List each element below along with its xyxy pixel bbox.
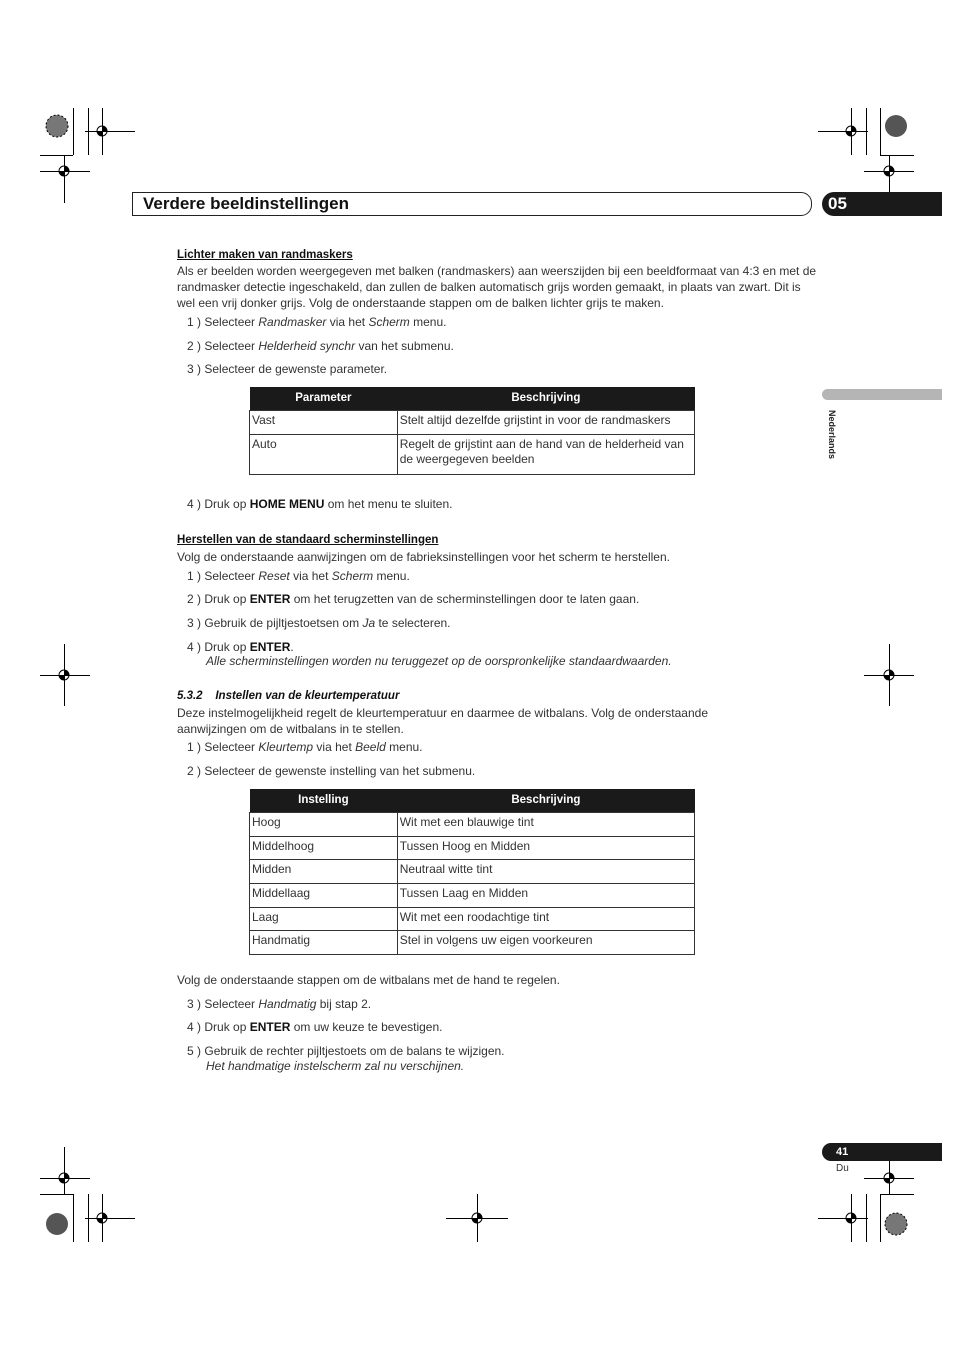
page-number-badge [822,1143,942,1161]
step-item: 3 ) Selecteer Handmatig bij stap 2. [187,997,372,1011]
crosshair-icon [469,1210,485,1226]
table-header-row [250,387,695,410]
table-cell: Tussen Hoog en Midden [397,836,694,859]
language-label: Nederlands [827,410,837,460]
table-cell: Wit met een roodachtige tint [397,907,694,930]
step-item: 4 ) Druk op ENTER. [187,640,294,654]
chapter-number: 05 [828,194,847,213]
table-cell: Auto [250,434,398,474]
table-cell: Hoog [250,812,398,836]
table-cell: Regelt de grijstint aan de hand van de helderheid van de weergegeven beelden [397,434,694,474]
table-cell: Vast [250,410,398,434]
section-header [132,192,812,216]
step-item: 1 ) Selecteer Kleurtemp via het Beeld menu. [187,740,423,754]
section-heading: Herstellen van de standaard scherminstellingen [177,534,439,546]
step-item: 4 ) Druk op ENTER om uw keuze te bevestigen. [187,1020,443,1034]
crosshair-icon [843,1210,859,1226]
crosshair-icon [56,1170,72,1186]
section-paragraph: Volg de onderstaande aanwijzingen om de fabrieksinstellingen voor het scherm te herstellen. [177,550,670,564]
step-note: Het handmatige instelscherm zal nu verschijnen. [206,1059,465,1073]
step-item: 4 ) Druk op HOME MENU om het menu te sluiten. [187,497,453,511]
table-cell: Handmatig [250,930,398,954]
table-header-cell: Instelling [250,789,398,812]
section-paragraph: Volg de onderstaande stappen om de witbalans met de hand te regelen. [177,973,560,987]
table-row [250,410,695,434]
page-number: 41 [836,1146,849,1158]
subsection-number: 5.3.2 [177,690,203,702]
crosshair-icon [56,667,72,683]
crosshair-icon [881,667,897,683]
table-cell: Wit met een blauwige tint [397,812,694,836]
color-target-icon [884,114,908,138]
chapter-badge [822,192,942,216]
step-item: 1 ) Selecteer Randmasker via het Scherm menu. [187,315,447,329]
color-target-icon [45,1212,69,1236]
step-note: Alle scherminstellingen worden nu teruggezet op de oorspronkelijke standaardwaarden. [206,654,672,668]
page-language-code: Du [836,1163,849,1174]
table-header-cell: Parameter [250,387,398,410]
page-title: Verdere beeldinstellingen [143,194,349,213]
subsection-title: Instellen van de kleurtemperatuur [215,690,400,702]
table-row [250,930,695,954]
color-target-icon [884,1212,908,1236]
parameter-table [249,387,695,475]
table-header-cell: Beschrijving [397,387,694,410]
table-row [250,434,695,474]
table-cell: Laag [250,907,398,930]
setting-table [249,789,695,955]
table-header-cell: Beschrijving [397,789,694,812]
section-paragraph: Als er beelden worden weergegeven met balken (randmaskers) aan weerszijden bij een beeldformaat van 4:3 en met de randmasker detectie ingeschakeld, dan zullen de balken automatisch grijs worden gemaakt, in plaats van zwart. Dit is wel een vrij donker grijs. Volg de onderstaande stappen om de balken lichter grijs te maken. [177,264,817,310]
table-cell: Stel in volgens uw eigen voorkeuren [397,930,694,954]
table-cell: Stelt altijd dezelfde grijstint in voor de randmaskers [397,410,694,434]
step-item: 2 ) Selecteer Helderheid synchr van het submenu. [187,339,454,353]
step-item: 3 ) Selecteer de gewenste parameter. [187,362,388,376]
step-item: 1 ) Selecteer Reset via het Scherm menu. [187,569,410,583]
table-cell: Midden [250,859,398,883]
step-item: 2 ) Selecteer de gewenste instelling van het submenu. [187,764,476,778]
table-row [250,812,695,836]
section-paragraph: Deze instelmogelijkheid regelt de kleurtemperatuur en daarmee de witbalans. Volg de onderstaande aanwijzingen om de witbalans in te stellen. [177,706,708,736]
table-cell: Middellaag [250,883,398,907]
crosshair-icon [94,123,110,139]
table-header-row [250,789,695,812]
table-row [250,836,695,859]
crosshair-icon [881,1170,897,1186]
table-cell: Tussen Laag en Midden [397,883,694,907]
crosshair-icon [881,163,897,179]
language-tab [822,389,942,400]
step-item: 3 ) Gebruik de pijltjestoetsen om Ja te selecteren. [187,616,451,630]
section-heading: Lichter maken van randmaskers [177,249,353,261]
crosshair-icon [56,163,72,179]
subsection-heading [177,690,399,702]
table-row [250,859,695,883]
table-row [250,907,695,930]
crosshair-icon [843,123,859,139]
color-target-icon [45,114,69,138]
table-cell: Neutraal witte tint [397,859,694,883]
table-cell: Middelhoog [250,836,398,859]
step-item: 2 ) Druk op ENTER om het terugzetten van de scherminstellingen door te laten gaan. [187,592,640,606]
table-row [250,883,695,907]
step-item: 5 ) Gebruik de rechter pijltjestoets om de balans te wijzigen. [187,1044,505,1058]
crosshair-icon [94,1210,110,1226]
